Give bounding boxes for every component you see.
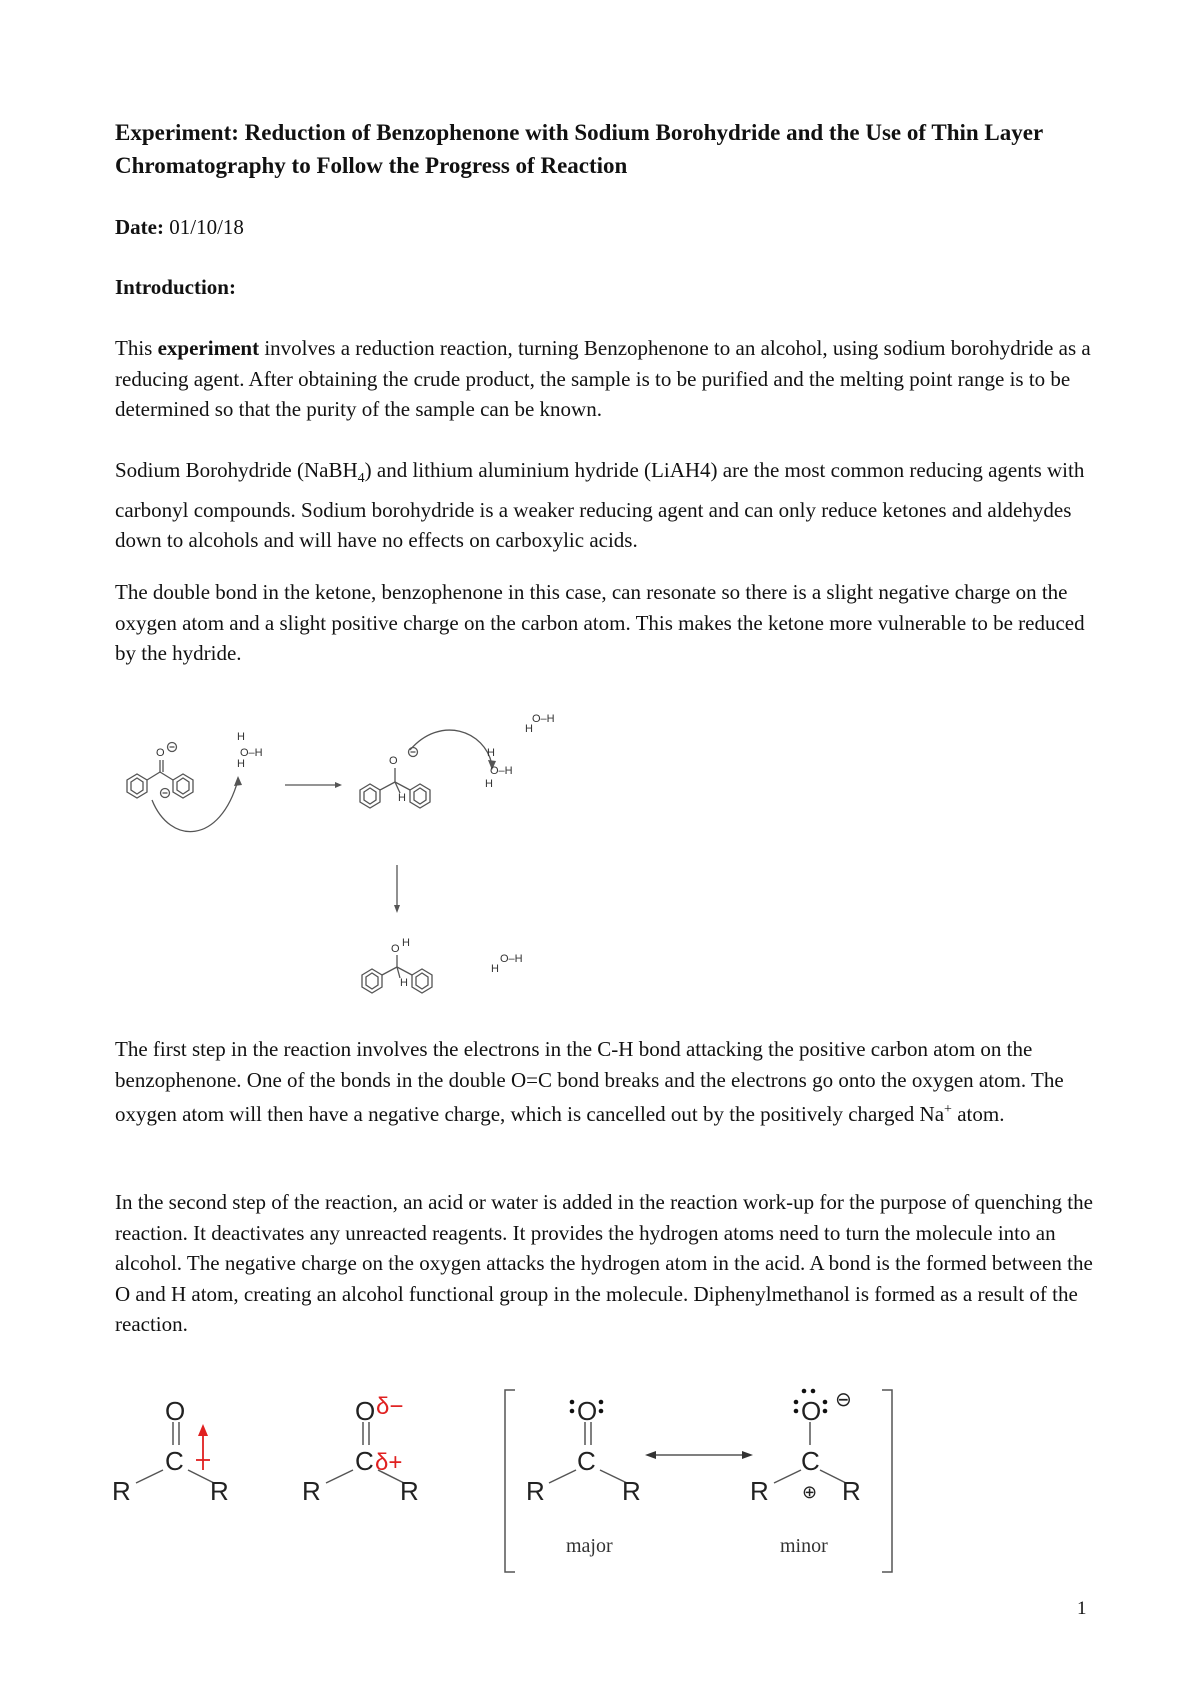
paragraph-first-step-a: The first step in the reaction involves the electrons in the C-H bond attacking the positive carbon atom on the benzophenone. One of the bonds in the double O=C bond breaks and the electrons go onto the oxygen atom. The oxygen atom will then have a negative charge, which is cancelled out by the positively charged Na — [115, 1037, 1064, 1126]
curved-arrow — [152, 780, 238, 832]
oxygen-atom: O — [577, 1396, 598, 1426]
hydrogen-atom: H — [398, 792, 406, 804]
oxygen-atom: O — [801, 1396, 822, 1426]
delta-plus-label: δ+ — [375, 1449, 403, 1476]
paragraph-intro-bold: experiment — [157, 336, 260, 360]
carbon-atom: C — [355, 1446, 374, 1476]
date-value: 01/10/18 — [169, 215, 244, 239]
paragraph-second-step: In the second step of the reaction, an acid or water is added in the reaction work-up for the purpose of quenching the reaction. It deactivates any unreacted reagents. It provides the hydrogen atoms need to turn the molecule into an alcohol. The negative charge on the oxygen attacks the hydrogen atom in the acid. A bond is the formed between the O and H atom, creating an alcohol functional group in the molecule. Diphenylmethanol is formed as a result of the reaction. — [115, 1190, 1093, 1336]
major-label: major — [566, 1535, 613, 1557]
paragraph-resonance: The double bond in the ketone, benzophenone in this case, can resonate so there is a slight negative charge on the oxygen atom and a slight positive charge on the carbon atom. This makes the ketone more vulnerable to be reduced by the hydride. — [115, 580, 1085, 665]
date-line — [115, 213, 244, 241]
minor-label: minor — [780, 1535, 828, 1557]
r-group: R — [112, 1476, 131, 1506]
negative-charge-symbol: ⊖ — [835, 1389, 852, 1411]
hydroxide-group: O–H — [532, 713, 555, 725]
superscript-plus: + — [944, 1102, 952, 1117]
paragraph-intro-rest: involves a reduction reaction, turning Benzophenone to an alcohol, using sodium borohydride as a reducing agent. After obtaining the crude product, the sample is to be purified and the melting point range is to be determined so that the purity of the sample can be known. — [115, 336, 1091, 421]
hydrogen-atom: H — [237, 758, 245, 770]
date-label: Date: — [115, 215, 164, 239]
paragraph-first-step-b: atom. — [951, 1102, 1005, 1126]
oxygen-atom: O — [165, 1396, 186, 1426]
mechanism-diagram — [100, 700, 620, 1020]
hydroxide-group: O–H — [500, 953, 523, 965]
paragraph-reducing-agents-b: ) and lithium aluminium hydride (LiAH4) are the most common reducing agents with carbonyl compounds. Sodium borohydride is a weaker reducing agent and can only reduce ketones and aldehydes down to alcohols and will have no effects on carboxylic acids. — [115, 458, 1085, 553]
benzene-ring — [410, 784, 430, 808]
hydrogen-atom: H — [400, 977, 408, 989]
document-title: Experiment: Reduction of Benzophenone with Sodium Borohydride and the Use of Thin Layer Chromatography to Follow the Progress of Reaction — [115, 120, 1043, 178]
benzene-ring — [362, 969, 382, 993]
hydrogen-atom: H — [402, 937, 410, 949]
hydrogen-atom: H — [487, 747, 495, 759]
hydrogen-atom: H — [485, 778, 493, 790]
paragraph-intro-lead: This — [115, 336, 158, 360]
curved-arrow — [410, 730, 492, 765]
benzene-ring — [127, 774, 147, 798]
r-group: R — [750, 1476, 769, 1506]
page-number: 1 — [1077, 1598, 1087, 1619]
hydrogen-atom: H — [237, 731, 245, 743]
subscript-4: 4 — [357, 471, 365, 487]
r-group: R — [526, 1476, 545, 1506]
paragraph-intro — [115, 333, 1100, 425]
introduction-heading: Introduction: — [115, 275, 236, 299]
resonance-diagram — [100, 1380, 920, 1590]
delta-minus-label: δ− — [376, 1393, 404, 1420]
paragraph-reducing-agents — [115, 455, 1100, 556]
carbon-atom: C — [577, 1446, 596, 1476]
r-group: R — [302, 1476, 321, 1506]
hydroxide-group: O–H — [240, 747, 263, 759]
r-group: R — [842, 1476, 861, 1506]
carbon-atom: C — [165, 1446, 184, 1476]
carbon-atom: C — [801, 1446, 820, 1476]
paragraph-reducing-agents-a: Sodium Borohydride (NaBH — [115, 458, 358, 482]
hydroxide-group: O–H — [490, 765, 513, 777]
positive-charge-symbol: ⊕ — [802, 1482, 818, 1502]
r-group: R — [210, 1476, 229, 1506]
paragraph-first-step — [115, 1034, 1100, 1130]
benzene-ring — [360, 784, 380, 808]
oxygen-atom: O — [389, 755, 398, 767]
benzene-ring — [173, 774, 193, 798]
oxygen-atom: O — [355, 1396, 376, 1426]
oxygen-atom: O — [156, 747, 165, 759]
r-group: R — [622, 1476, 641, 1506]
hydrogen-atom: H — [525, 723, 533, 735]
benzene-ring — [412, 969, 432, 993]
r-group: R — [400, 1476, 419, 1506]
oxygen-atom: O — [391, 943, 400, 955]
hydrogen-atom: H — [491, 963, 499, 975]
